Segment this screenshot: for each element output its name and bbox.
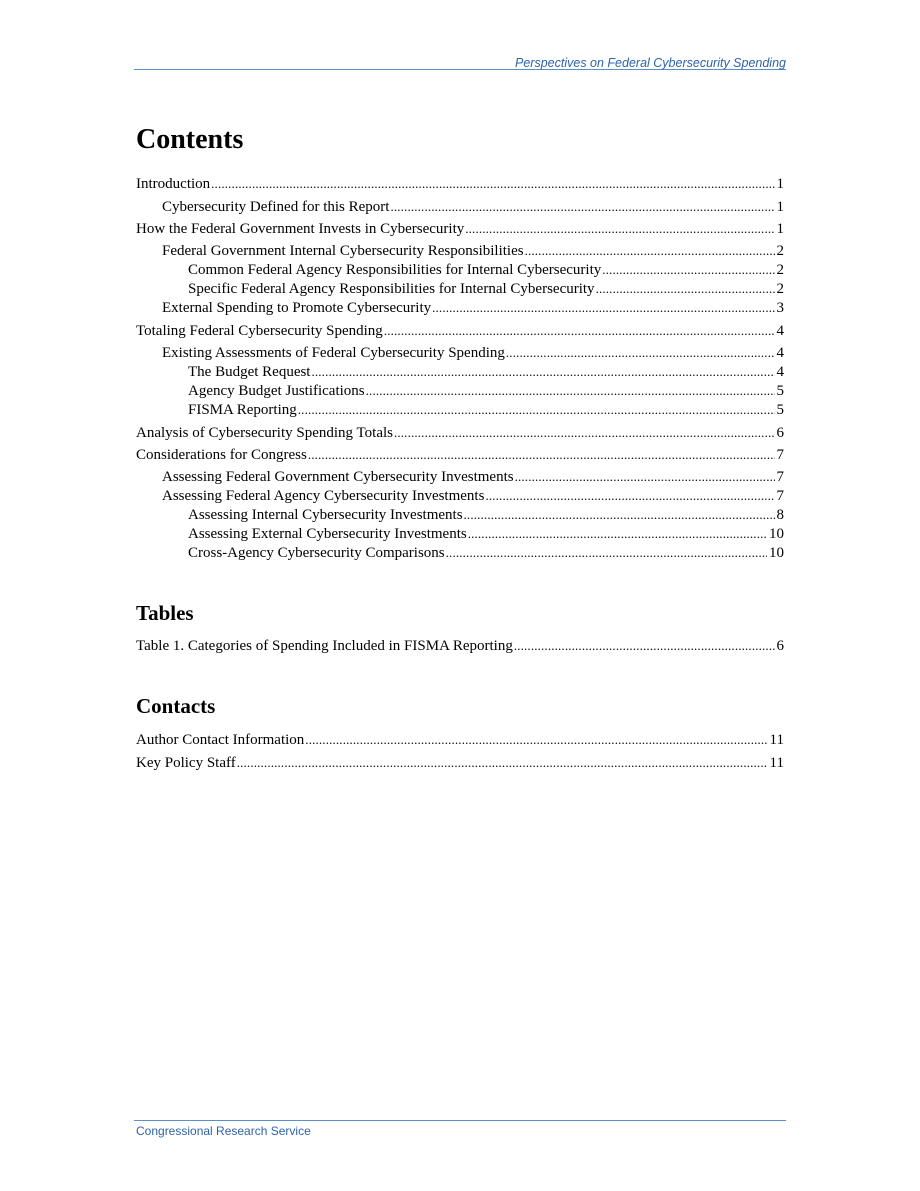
toc-dot-leader — [366, 381, 775, 400]
toc-entry[interactable] — [136, 174, 784, 193]
running-footer — [134, 1120, 786, 1138]
toc-entry-label: FISMA Reporting — [188, 402, 297, 418]
toc-entry-page-number: 5 — [776, 383, 784, 399]
toc-entry-page-number: 10 — [769, 526, 784, 542]
toc-entry-page-number: 3 — [776, 300, 784, 316]
toc-entry[interactable] — [188, 543, 784, 562]
toc-dot-leader — [390, 197, 774, 216]
toc-dot-leader — [514, 636, 775, 655]
toc-dot-leader — [237, 753, 768, 772]
toc-entry-label: Table 1. Categories of Spending Included in FISMA Reporting — [136, 638, 513, 654]
toc-entry-label: Specific Federal Agency Responsibilities for Internal Cybersecurity — [188, 281, 595, 297]
toc-entry-label: Analysis of Cybersecurity Spending Totals — [136, 425, 393, 441]
toc-entry[interactable] — [136, 636, 784, 655]
toc-entry-page-number: 5 — [776, 402, 784, 418]
toc-entry-label: Cross-Agency Cybersecurity Comparisons — [188, 545, 445, 561]
toc-entry-page-number: 4 — [776, 345, 784, 361]
contents-heading: Contents — [136, 124, 244, 155]
toc-entry-label: Federal Government Internal Cybersecurity Responsibilities — [162, 243, 524, 259]
toc-entry[interactable] — [162, 467, 784, 486]
toc-entry-label: Agency Budget Justifications — [188, 383, 365, 399]
toc-entry-page-number: 2 — [776, 262, 784, 278]
toc-entry-label: Key Policy Staff — [136, 755, 236, 771]
toc-entry[interactable] — [188, 524, 784, 543]
toc-entry[interactable] — [188, 505, 784, 524]
toc-dot-leader — [468, 524, 767, 543]
toc-entry-label: Assessing Federal Agency Cybersecurity Investments — [162, 488, 485, 504]
toc-entry[interactable] — [136, 445, 784, 464]
toc-entry[interactable] — [188, 279, 784, 298]
toc-dot-leader — [394, 423, 775, 442]
toc-dot-leader — [311, 362, 774, 381]
toc-entry-page-number: 6 — [776, 638, 784, 654]
toc-entry-page-number: 7 — [776, 488, 784, 504]
toc-entry[interactable] — [162, 298, 784, 317]
toc-entry-page-number: 10 — [769, 545, 784, 561]
toc-entry[interactable] — [162, 343, 784, 362]
toc-dot-leader — [298, 400, 775, 419]
toc-entry[interactable] — [188, 362, 784, 381]
toc-entry-label: Considerations for Congress — [136, 447, 307, 463]
footer-organization: Congressional Research Service — [136, 1124, 311, 1138]
toc-entry[interactable] — [162, 241, 784, 260]
toc-dot-leader — [446, 543, 767, 562]
toc-entry-label: Common Federal Agency Responsibilities for Internal Cybersecurity — [188, 262, 602, 278]
toc-entry-label: Introduction — [136, 176, 211, 192]
toc-dot-leader — [465, 219, 774, 238]
toc-entry-label: How the Federal Government Invests in Cybersecurity — [136, 221, 465, 237]
toc-entry[interactable] — [136, 219, 784, 238]
toc-entry-page-number: 1 — [776, 176, 784, 192]
toc-entry-page-number: 4 — [776, 364, 784, 380]
toc-entry[interactable] — [136, 423, 784, 442]
toc-entry[interactable] — [188, 400, 784, 419]
toc-dot-leader — [432, 298, 774, 317]
toc-entry-page-number: 2 — [776, 281, 784, 297]
toc-dot-leader — [602, 260, 774, 279]
toc-dot-leader — [596, 279, 775, 298]
toc-entry-label: Assessing External Cybersecurity Investments — [188, 526, 467, 542]
toc-entry[interactable] — [136, 321, 784, 340]
toc-entry-page-number: 7 — [776, 469, 784, 485]
toc-entry[interactable] — [162, 197, 784, 216]
toc-entry-page-number: 1 — [776, 199, 784, 215]
running-header — [134, 54, 786, 70]
toc-entry-label: Existing Assessments of Federal Cybersecurity Spending — [162, 345, 505, 361]
toc-entry-page-number: 6 — [776, 425, 784, 441]
toc-dot-leader — [384, 321, 775, 340]
toc-entry-label: External Spending to Promote Cybersecurity — [162, 300, 432, 316]
toc-entry-page-number: 2 — [776, 243, 784, 259]
toc-dot-leader — [211, 174, 774, 193]
toc-entry[interactable] — [136, 730, 784, 749]
toc-entry-label: Totaling Federal Cybersecurity Spending — [136, 323, 383, 339]
toc-entry[interactable] — [162, 486, 784, 505]
toc-dot-leader — [525, 241, 775, 260]
toc-entry-label: Author Contact Information — [136, 732, 305, 748]
toc-entry-label: The Budget Request — [188, 364, 311, 380]
toc-entry-page-number: 4 — [776, 323, 784, 339]
toc-entry-page-number: 11 — [769, 732, 784, 748]
toc-dot-leader — [515, 467, 775, 486]
toc-entry-label: Assessing Internal Cybersecurity Investments — [188, 507, 463, 523]
contacts-heading: Contacts — [136, 694, 216, 718]
toc-entry-page-number: 1 — [776, 221, 784, 237]
toc-entry-page-number: 7 — [776, 447, 784, 463]
toc-entry[interactable] — [188, 260, 784, 279]
tables-heading: Tables — [136, 601, 194, 625]
toc-dot-leader — [464, 505, 775, 524]
toc-entry-label: Cybersecurity Defined for this Report — [162, 199, 390, 215]
toc-entry[interactable] — [188, 381, 784, 400]
toc-dot-leader — [308, 445, 775, 464]
toc-dot-leader — [485, 486, 774, 505]
running-header-title: Perspectives on Federal Cybersecurity Spending — [515, 56, 786, 70]
toc-entry-label: Assessing Federal Government Cybersecurity Investments — [162, 469, 514, 485]
toc-entry-page-number: 11 — [769, 755, 784, 771]
toc-dot-leader — [506, 343, 775, 362]
toc-dot-leader — [305, 730, 767, 749]
toc-entry[interactable] — [136, 753, 784, 772]
toc-entry-page-number: 8 — [776, 507, 784, 523]
